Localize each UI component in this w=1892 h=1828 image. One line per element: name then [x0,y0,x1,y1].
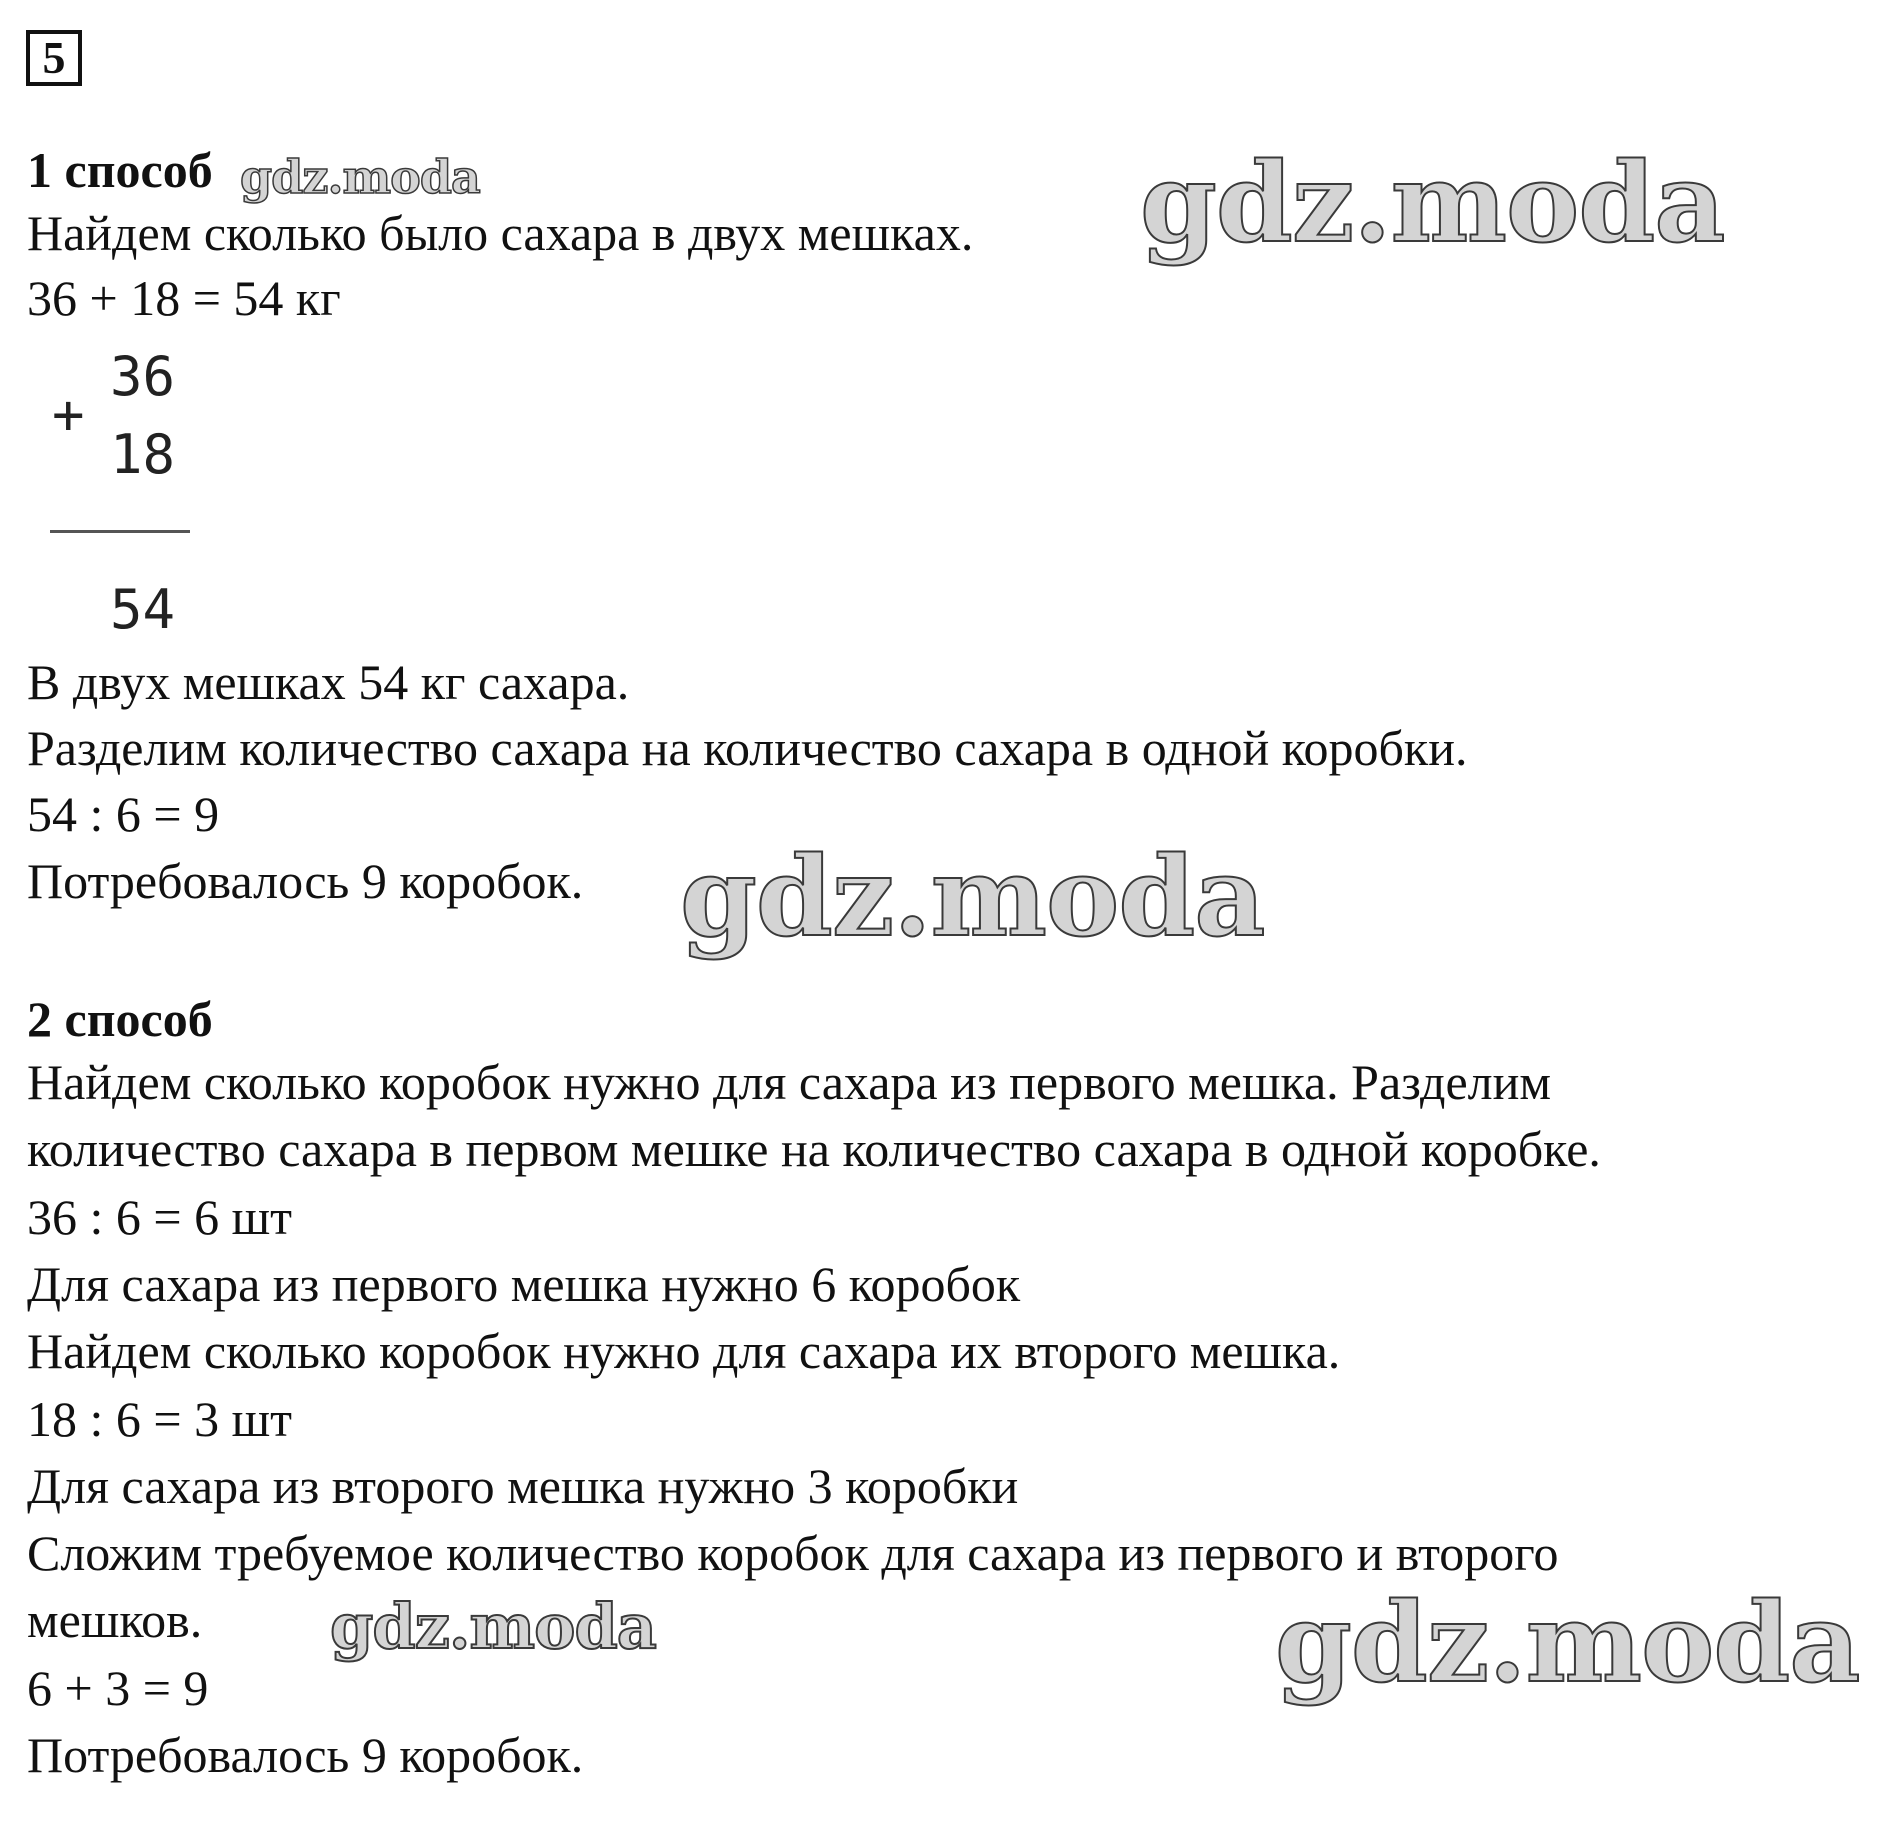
method-2-line: Для сахара из второго мешка нужно 3 коробки [27,1458,1019,1514]
column-top-number: 36 [110,345,176,408]
watermark-logo: gdz.moda [330,1590,656,1663]
method-2-line: 18 : 6 = 3 шт [27,1391,292,1447]
method-2-heading: 2 способ [27,991,213,1047]
column-plus-sign: + [52,383,85,446]
column-bottom-number: 18 [110,423,176,486]
method-1-line: 36 + 18 = 54 кг [27,270,341,326]
method-1-line: Потребовалось 9 коробок. [27,853,584,909]
method-2-line: Потребовалось 9 коробок. [27,1727,584,1783]
method-2-line: Найдем сколько коробок нужно для сахара их второго мешка. [27,1323,1341,1379]
method-1-heading: 1 способ [27,142,213,198]
watermark-logo: gdz.moda [680,832,1265,961]
method-1-line: В двух мешках 54 кг сахара. [27,654,630,710]
method-1-line: Разделим количество сахара на количество сахара в одной коробки. [27,720,1468,776]
method-2-line: количество сахара в первом мешке на количество сахара в одной коробке. [27,1121,1601,1177]
method-2-line: Сложим требуемое количество коробок для сахара из первого и второго [27,1525,1559,1581]
method-2-line: Найдем сколько коробок нужно для сахара из первого мешка. Разделим [27,1054,1551,1110]
column-sum-line [50,530,190,533]
watermark-logo: gdz.moda [240,150,480,204]
watermark-logo: gdz.moda [1275,1578,1860,1707]
column-result-number: 54 [110,578,176,641]
method-2-line: 6 + 3 = 9 [27,1660,209,1716]
task-number-box: 5 [26,30,82,86]
method-2-line: мешков. [27,1592,203,1648]
watermark-logo: gdz.moda [1140,138,1725,267]
method-2-line: Для сахара из первого мешка нужно 6 коробок [27,1256,1021,1312]
method-1-line: Найдем сколько было сахара в двух мешках. [27,205,974,261]
method-2-line: 36 : 6 = 6 шт [27,1189,292,1245]
method-1-line: 54 : 6 = 9 [27,786,220,842]
